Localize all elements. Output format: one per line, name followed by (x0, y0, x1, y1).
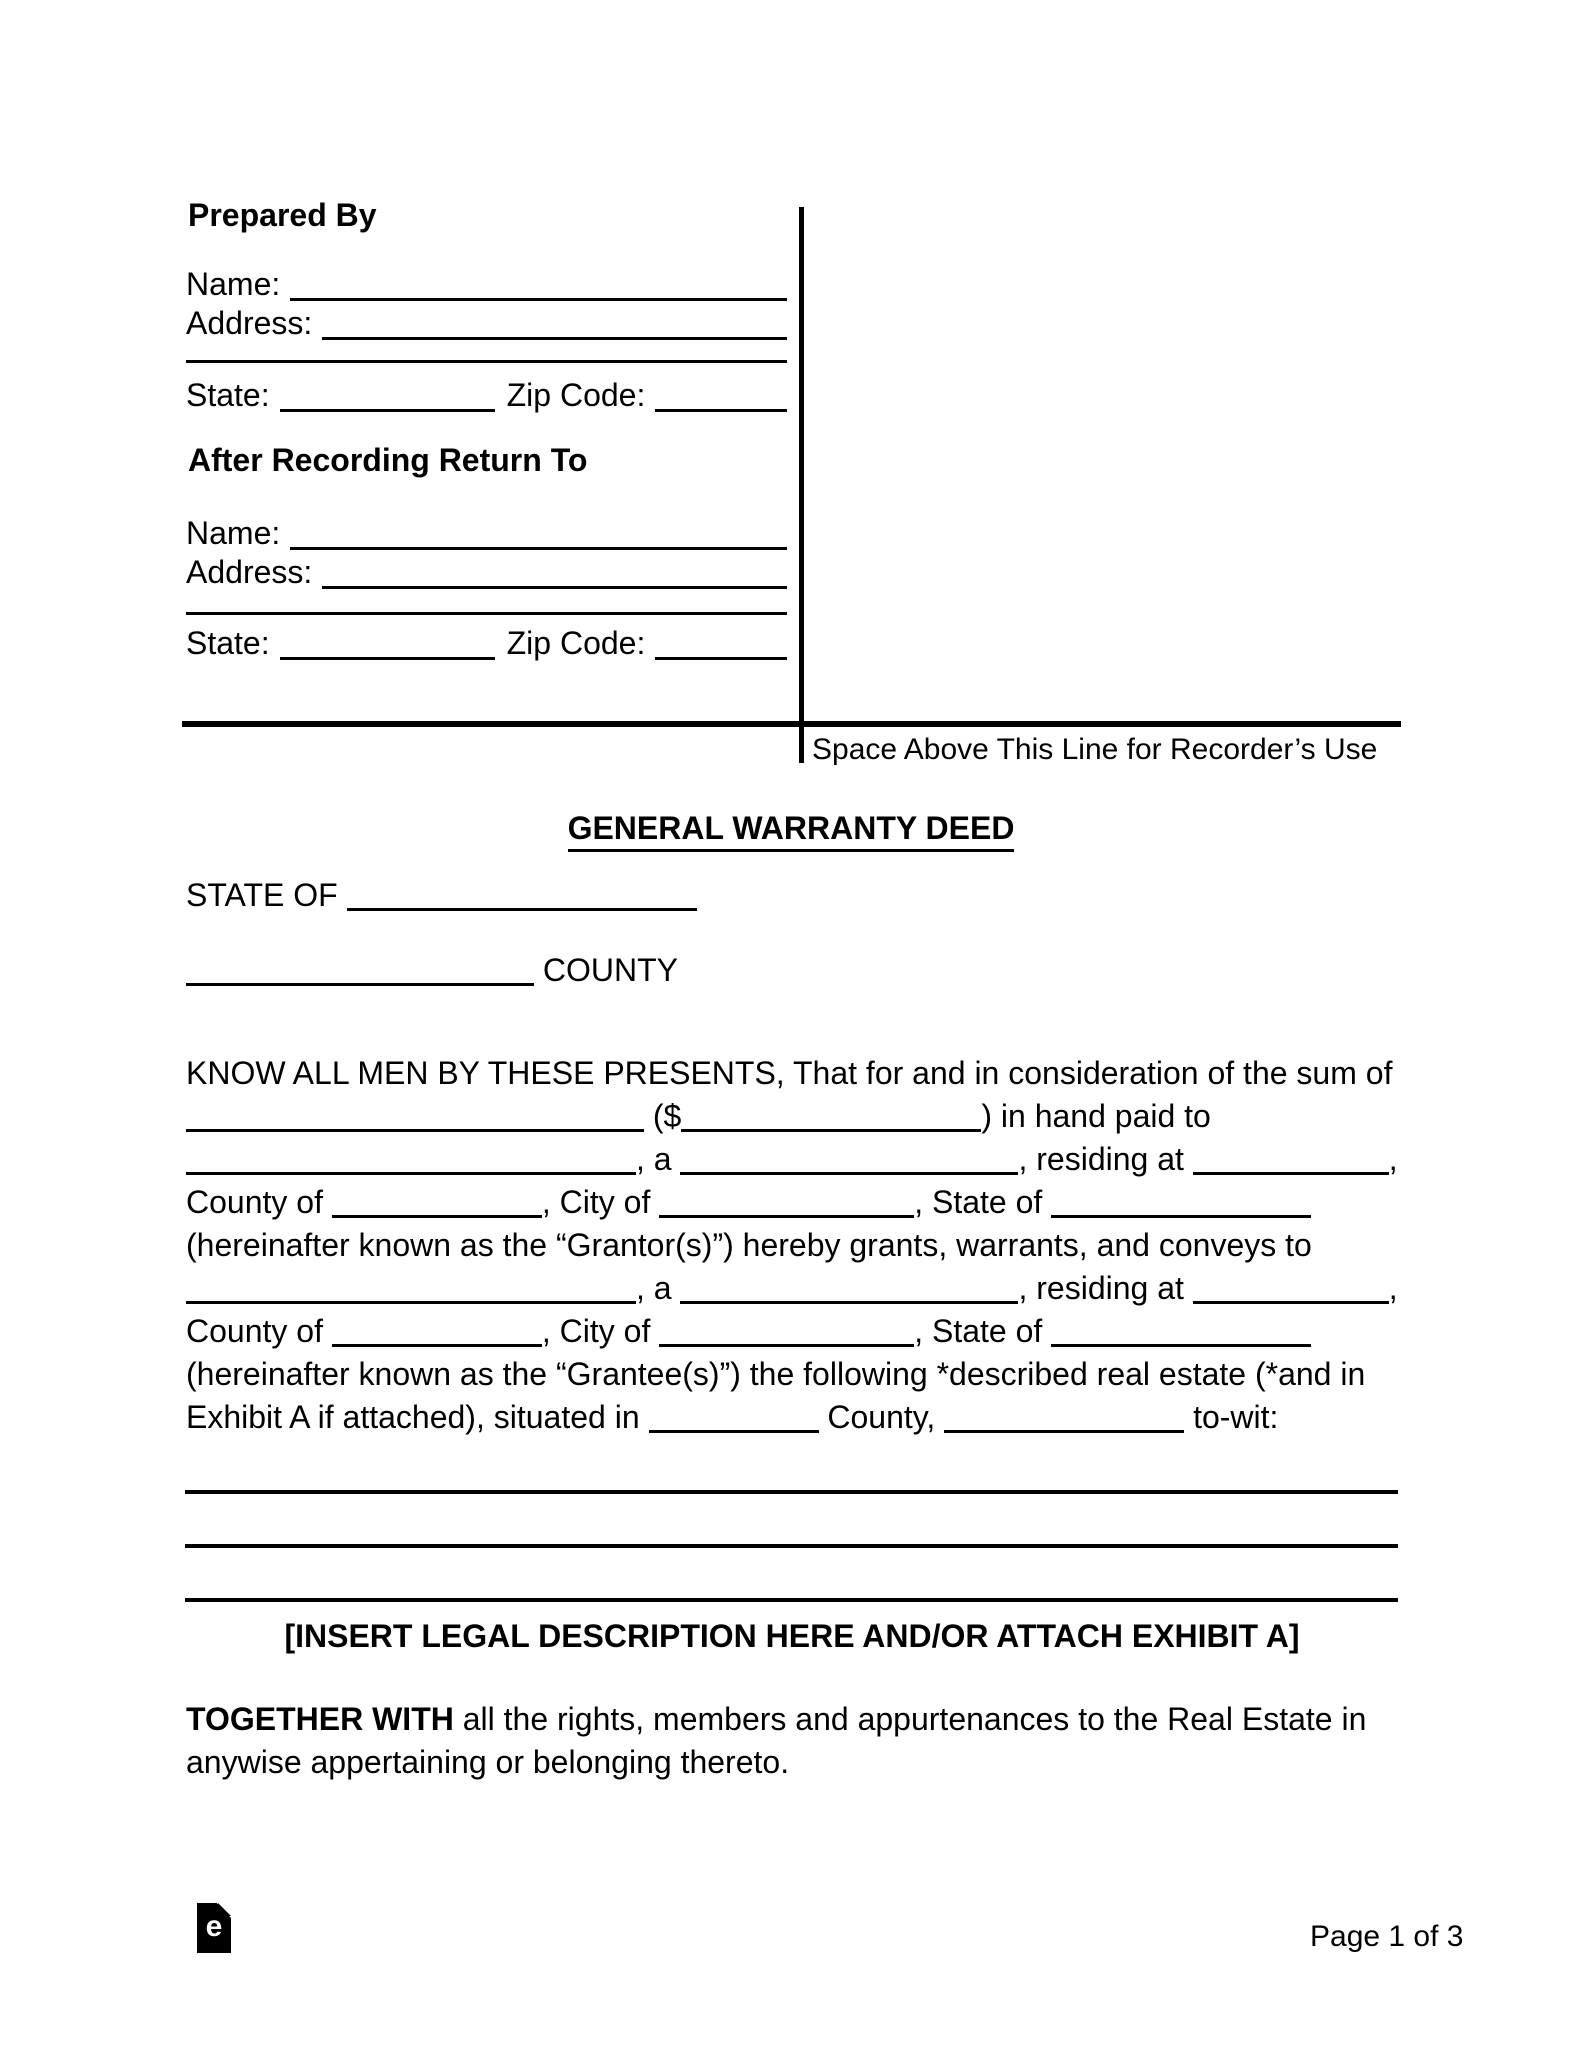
deed-body-line9 (186, 1399, 1400, 1436)
deed-body-line8 (186, 1356, 1400, 1393)
text-segment: Exhibit A if attached), situated in (186, 1399, 649, 1435)
deed-body-line3 (186, 1141, 1400, 1178)
grantor-name-blank (186, 1146, 636, 1175)
text-segment: County of (186, 1313, 332, 1349)
return-address2-blank (186, 582, 787, 615)
return-address-label: Address: (186, 554, 313, 590)
legal-description-line-3 (185, 1598, 1398, 1602)
document-title-wrap (186, 810, 1396, 852)
grantee-residence-blank (1193, 1275, 1389, 1304)
grantee-name-blank (186, 1275, 636, 1304)
property-state-blank (944, 1404, 1184, 1433)
together-with-rest: all the rights, members and appurtenances to the Real Estate in anywise appertaining or belonging thereto. (186, 1701, 1367, 1780)
text-segment: , City of (541, 1184, 660, 1220)
grantor-residence-blank (1193, 1146, 1389, 1175)
legal-description-note: [INSERT LEGAL DESCRIPTION HERE AND/OR ATTACH EXHIBIT A] (284, 1618, 1300, 1654)
grantee-city-blank (659, 1318, 914, 1347)
text-segment: , residing at (1018, 1141, 1193, 1177)
grantor-county-blank (332, 1189, 542, 1218)
grantor-state-blank (1051, 1189, 1311, 1218)
preparer-name-label: Name: (186, 266, 281, 302)
grantee-type-blank (680, 1275, 1018, 1304)
page-indicator: Page 1 of 3 (1310, 1920, 1464, 1953)
county-label: COUNTY (534, 952, 678, 988)
eforms-logo (197, 1903, 231, 1953)
consideration-amount-number-blank (681, 1103, 981, 1132)
preparer-state-label: State: (186, 377, 270, 413)
text-segment: County of (186, 1184, 332, 1220)
text-segment: , (1388, 1270, 1398, 1306)
together-with-bold: TOGETHER WITH (186, 1701, 454, 1737)
text-segment: KNOW ALL MEN BY THESE PRESENTS, That for and in consideration of the sum of (186, 1055, 1393, 1091)
return-zip-label: Zip Code: (506, 625, 646, 661)
text-segment: ($ (644, 1098, 682, 1134)
text-segment: , a (636, 1141, 681, 1177)
logo-letter: e (205, 1910, 223, 1943)
grantor-type-blank (680, 1146, 1018, 1175)
state-of-blank (347, 882, 697, 911)
return-name-blank (290, 517, 787, 550)
legal-description-line-1 (185, 1490, 1398, 1494)
county-line (186, 952, 1400, 989)
return-name-label: Name: (186, 515, 281, 551)
deed-body-line2 (186, 1098, 1400, 1135)
deed-body-line5 (186, 1227, 1400, 1264)
text-segment: , State of (914, 1313, 1052, 1349)
text-segment: , residing at (1018, 1270, 1193, 1306)
return-state-blank (280, 627, 495, 660)
legal-description-line-2 (185, 1544, 1398, 1548)
preparer-name-row (186, 262, 787, 303)
return-to-heading: After Recording Return To (188, 442, 588, 478)
preparer-name-blank (290, 268, 787, 301)
preparer-state-blank (280, 379, 495, 412)
text-segment: (hereinafter known as the “Grantor(s)”) hereby grants, warrants, and conveys to (186, 1227, 1312, 1263)
text-segment: , State of (914, 1184, 1052, 1220)
text-segment: (hereinafter known as the “Grantee(s)”) the following *described real estate (*and in (186, 1356, 1366, 1392)
state-of-line (186, 877, 1400, 914)
text-segment: , a (636, 1270, 681, 1306)
text-segment: , City of (541, 1313, 660, 1349)
return-name-row (186, 511, 787, 552)
deed-body-line7 (186, 1313, 1400, 1350)
grantee-state-blank (1051, 1318, 1311, 1347)
recorder-use-note: Space Above This Line for Recorder’s Use (812, 733, 1378, 766)
preparer-address-label: Address: (186, 305, 313, 341)
deed-body-line6 (186, 1270, 1400, 1307)
text-segment: to-wit: (1184, 1399, 1279, 1435)
text-segment: County, (818, 1399, 945, 1435)
consideration-amount-words-blank (186, 1103, 644, 1132)
county-blank (186, 957, 534, 986)
recorder-separator-line (182, 721, 1401, 727)
preparer-address2-row (186, 324, 787, 357)
deed-body-line1 (186, 1055, 1400, 1092)
vertical-divider-line (799, 207, 804, 763)
property-county-blank (649, 1404, 819, 1433)
document-title: GENERAL WARRANTY DEED (568, 810, 1015, 852)
text-segment: ) in hand paid to (981, 1098, 1211, 1134)
preparer-state-zip-row (186, 373, 787, 414)
together-with-paragraph (186, 1698, 1414, 1784)
deed-body-line4 (186, 1184, 1400, 1221)
preparer-zip-blank (655, 379, 787, 412)
state-of-label: STATE OF (186, 877, 347, 913)
return-state-zip-row (186, 621, 787, 662)
grantor-city-blank (659, 1189, 914, 1218)
return-state-label: State: (186, 625, 270, 661)
text-segment: , (1388, 1141, 1398, 1177)
return-zip-blank (655, 627, 787, 660)
preparer-zip-label: Zip Code: (506, 377, 646, 413)
preparer-address2-blank (186, 330, 787, 363)
grantee-county-blank (332, 1318, 542, 1347)
prepared-by-heading: Prepared By (188, 197, 377, 233)
return-address2-row (186, 576, 787, 609)
